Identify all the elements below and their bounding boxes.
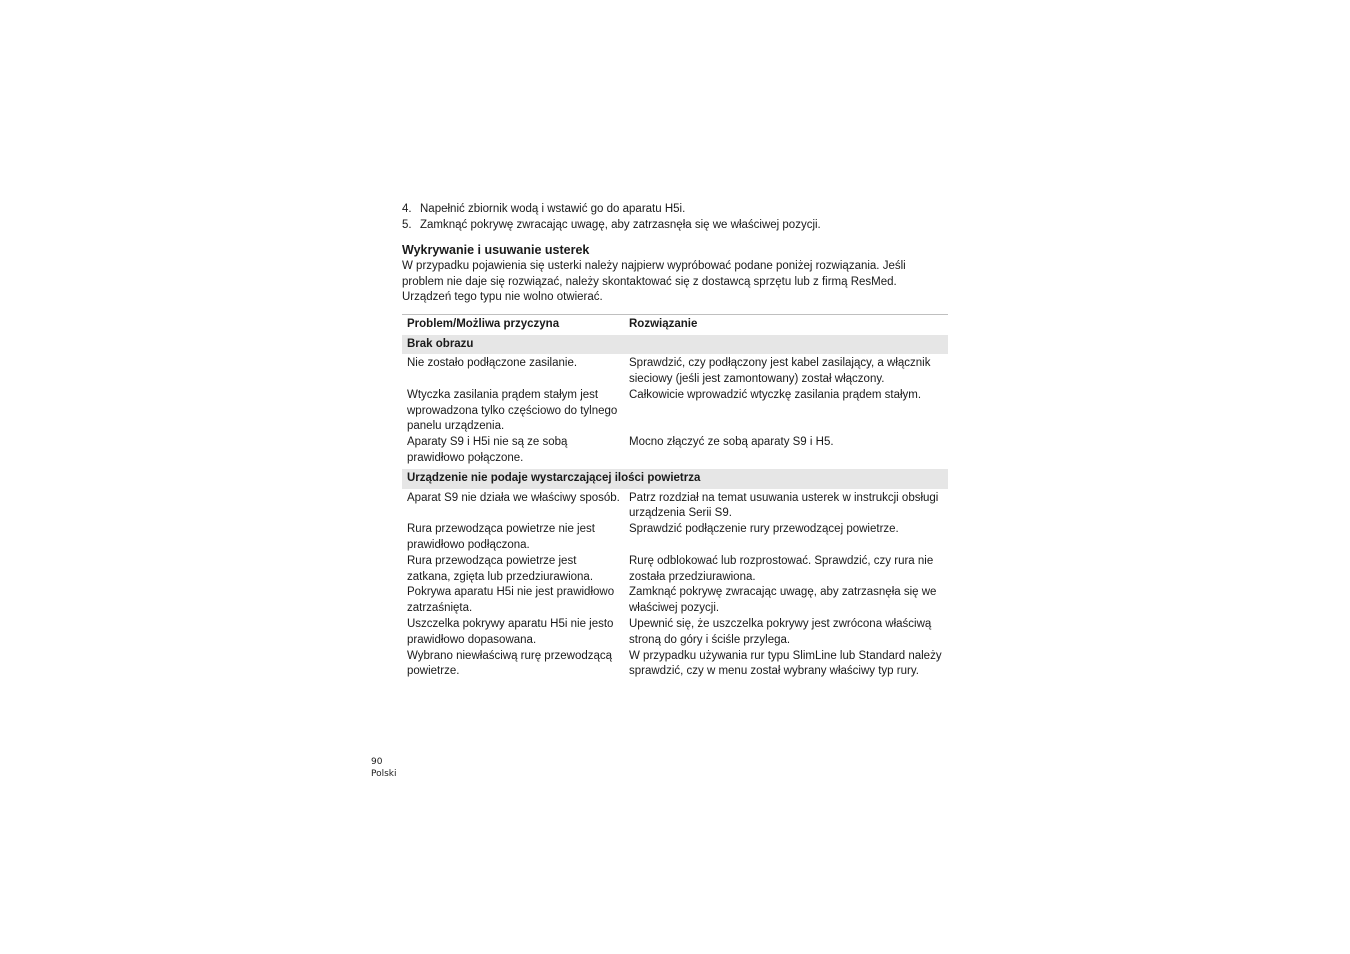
table-row [402,356,948,388]
table-row [402,491,948,523]
solution-cell: Sprawdzić, czy podłączony jest kabel zasilający, a włącznik sieciowy (jeśli jest zamontowany) został włączony. [629,357,931,386]
document-content [402,201,948,680]
solution-cell: Zamknąć pokrywę zwracając uwagę, aby zatrzasnęła się we właściwej pozycji. [629,586,937,615]
solution-cell: Upewnić się, że uszczelka pokrywy jest zwrócona właściwą stroną do góry i ściśle przylega. [629,618,932,646]
solution-cell: Patrz rozdział na temat usuwania usterek w instrukcji obsługi urządzenia Serii S9. [629,491,939,520]
page-footer [371,756,397,780]
intro-paragraph: W przypadku pojawienia się usterki należy najpierw wypróbować podane poniżej rozwiązania. Jeśli problem nie daje się rozwiązać, należy skontaktować się z dostawcą sprzętu lub z firmą ResMed. Urządzeń tego typu nie wolno otwierać. [402,260,906,303]
step-text: Napełnić zbiornik wodą i wstawić go do aparatu H5i. [420,203,686,215]
step-number: 4. [402,203,412,215]
solution-cell: Rurę odblokować lub rozprostować. Sprawdzić, czy rura nie została przedziurawiona. [629,554,934,583]
table-row [402,649,948,681]
problem-cell: Pokrywa aparatu H5i nie jest prawidłowo zatrzaśnięta. [407,586,615,615]
table-row [402,554,948,586]
problem-cell: Wybrano niewłaściwą rurę przewodzącą powietrze. [407,649,613,678]
solution-cell: W przypadku używania rur typu SlimLine lub Standard należy sprawdzić, czy w menu został wybrany właściwy typ rury. [629,649,942,678]
table-row [402,617,948,649]
problem-cell: Uszczelka pokrywy aparatu H5i nie jesto prawidłowo dopasowana. [407,618,614,646]
table-row [402,585,948,617]
column-header-problem: Problem/Możliwa przyczyna [402,314,624,335]
step-text: Zamknąć pokrywę zwracając uwagę, aby zatrzasnęła się we właściwej pozycji. [420,219,821,231]
step-number: 5. [402,219,412,231]
group-header-row [402,469,948,489]
table-row [402,522,948,554]
steps-list [402,201,948,233]
column-header-solution: Rozwiązanie [624,314,948,335]
table-row [402,435,948,467]
footer-language: Polski [371,769,397,779]
solution-cell: Mocno złączyć ze sobą aparaty S9 i H5. [629,436,834,449]
problem-cell: Rura przewodząca powietrze nie jest prawidłowo podłączona. [407,523,595,552]
problem-cell: Nie zostało podłączone zasilanie. [407,357,578,370]
group-title: Urządzenie nie podaje wystarczającej ilości powietrza [402,469,948,489]
table-row [402,388,948,435]
solution-cell: Sprawdzić podłączenie rury przewodzącej powietrze. [629,523,899,536]
group-title: Brak obrazu [402,335,948,355]
list-item [402,217,948,233]
problem-cell: Aparaty S9 i H5i nie są ze sobą prawidłowo połączone. [407,436,568,465]
troubleshooting-table [402,314,948,681]
group-header-row [402,335,948,355]
section-title: Wykrywanie i usuwanie usterek [402,243,590,257]
problem-cell: Rura przewodząca powietrze jest zatkana, zgięta lub przedziurawiona. [407,554,594,583]
page-number: 90 [371,757,383,767]
solution-cell: Całkowicie wprowadzić wtyczkę zasilania prądem stałym. [629,388,922,401]
table-header-row [402,314,948,335]
problem-cell: Wtyczka zasilania prądem stałym jest wprowadzona tylko częściowo do tylnego panelu urządzenia. [407,388,618,433]
list-item [402,201,948,217]
problem-cell: Aparat S9 nie działa we właściwy sposób. [407,491,620,504]
